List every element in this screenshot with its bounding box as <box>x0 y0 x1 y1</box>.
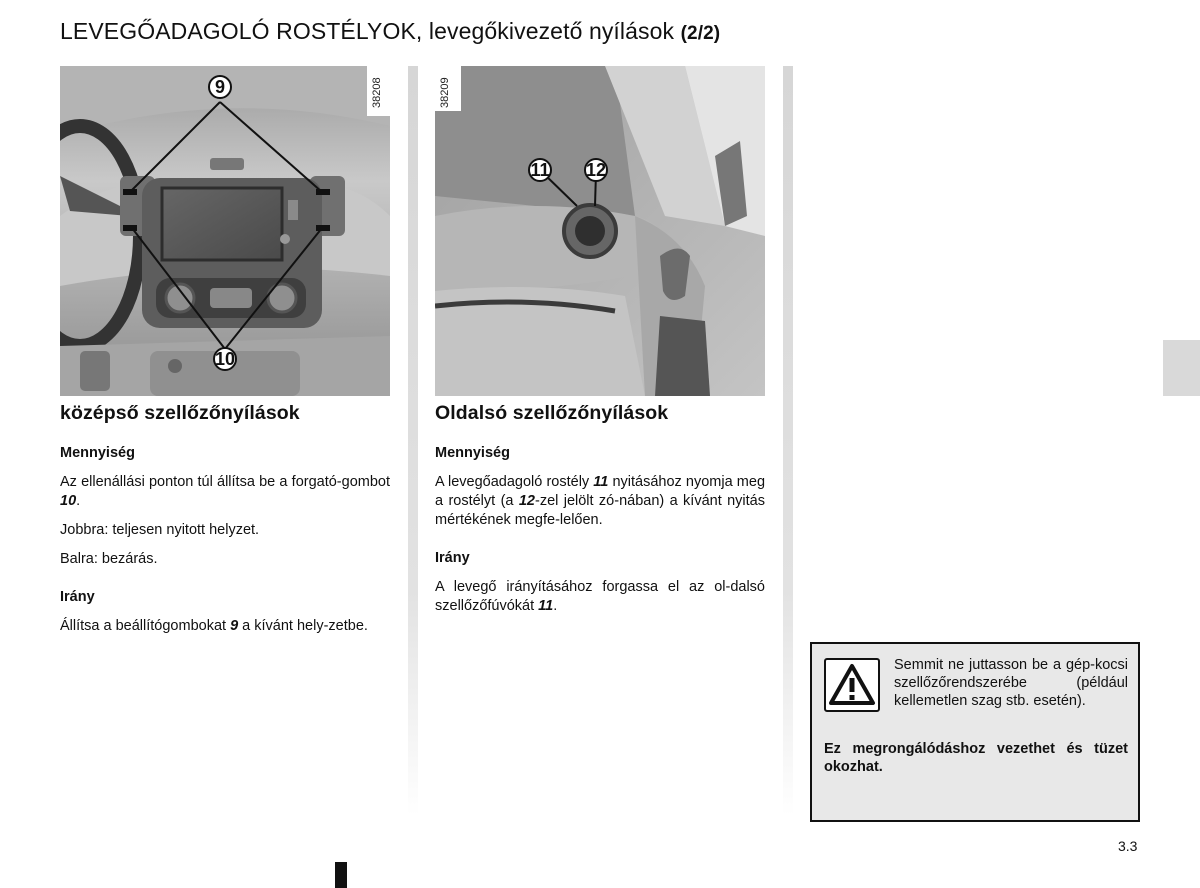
callout-11: 11 <box>528 158 552 182</box>
center-vents-section <box>60 402 390 646</box>
subheading-direction: Irány <box>60 589 95 605</box>
callout-9: 9 <box>208 75 232 99</box>
paragraph: A levegő irányításához forgassa el az ol-dalsó szellőzőfúvókát 11. <box>435 579 765 614</box>
warning-box <box>810 642 1140 822</box>
section-heading: középső szellőzőnyílások <box>60 402 300 424</box>
column-separator <box>408 66 418 816</box>
subheading-quantity: Mennyiség <box>435 445 510 461</box>
column-separator <box>783 66 793 816</box>
callout-10: 10 <box>213 347 237 371</box>
figure-number: 38208 <box>371 77 383 108</box>
paragraph: Az ellenállási ponton túl állítsa be a forgató-gombot 10. <box>60 474 390 509</box>
warning-bold-text: Ez megrongálódáshoz vezethet és tüzet okozhat. <box>824 741 1128 775</box>
figure-side-vents <box>435 66 765 396</box>
paragraph: Állítsa a beállítógombokat 9 a kívánt hely-zetbe. <box>60 618 368 634</box>
page-number: 3.3 <box>1118 838 1138 854</box>
paragraph: Balra: bezárás. <box>60 551 158 567</box>
paragraph: Jobbra: teljesen nyitott helyzet. <box>60 522 260 538</box>
warning-triangle-icon <box>824 658 880 712</box>
subheading-quantity: Mennyiség <box>60 445 135 461</box>
warning-text: Semmit ne juttasson be a gép-kocsi szellőzőrendszerébe (például kellemetlen szag stb. esetén). <box>894 657 1128 709</box>
side-vents-section <box>435 402 765 626</box>
figure-number: 38209 <box>439 77 451 108</box>
side-vent-illustration <box>435 66 765 396</box>
page-title <box>60 18 720 45</box>
section-heading: Oldalsó szellőzőnyílások <box>435 402 669 424</box>
paragraph: A levegőadagoló rostély 11 nyitásához nyomja meg a rostélyt (a 12-zel jelölt zó-nában) a kívánt nyitás mértékének megfe-lelően. <box>435 474 766 528</box>
crop-mark <box>335 862 347 888</box>
section-tab <box>1163 340 1200 396</box>
subheading-direction: Irány <box>435 550 470 566</box>
callout-12: 12 <box>584 158 608 182</box>
title-main: LEVEGŐADAGOLÓ ROSTÉLYOK, levegőkivezető nyílások <box>60 18 675 44</box>
title-part: (2/2) <box>680 23 721 44</box>
figure-center-vents <box>60 66 390 396</box>
